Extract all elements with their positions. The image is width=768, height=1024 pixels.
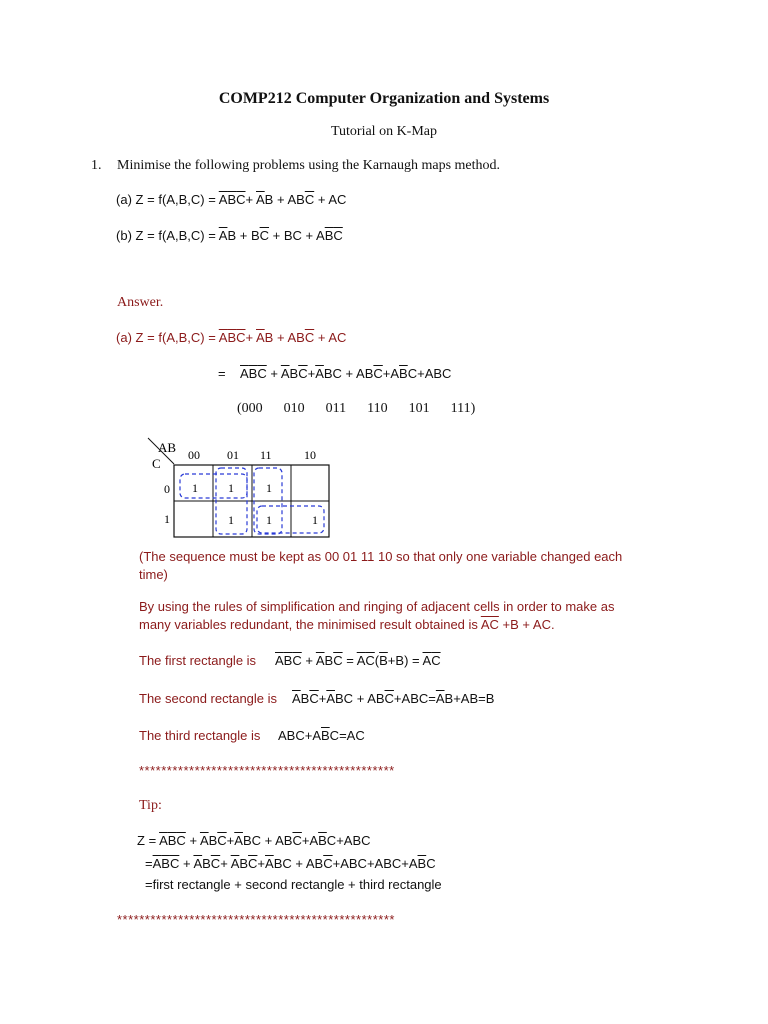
doc-title: COMP212 Computer Organization and Systems <box>218 90 550 107</box>
question-text: Minimise the following problems using the Karnaugh maps method. <box>117 158 501 173</box>
rect3-equation: $ABC+A\overline{B}C=AC$ <box>278 728 365 743</box>
rule-result: $\overline{A}\overline{C} +B$ + AC. <box>480 617 555 632</box>
separator-stars: ********************************************** <box>139 763 395 778</box>
kmap-cell: 1 <box>266 513 272 527</box>
sequence-note-line1: (The sequence must be kept as 00 01 11 10 so that only one variable changed each <box>139 549 623 564</box>
rule-line2 <box>139 617 555 632</box>
expansion-equals: = <box>218 366 226 381</box>
separator-stars: ************************************************** <box>117 912 395 927</box>
rule-line1: By using the rules of simplification and ringing of adjacent cells in order to make as <box>139 599 615 614</box>
tip-label: Tip: <box>139 798 162 813</box>
tip-equation-2: $=\overline{A}\overline{B}\overline{C} + \overline{A}B\overline{C}+ \overline{A}B\overline{C}+\overline{A}BC + AB\overline{C}+ABC+ABC+A\overline{B}C$ <box>145 856 436 871</box>
tip-equation-3: =first rectangle + second rectangle + third rectangle <box>145 877 442 892</box>
minterm-list: (000 010 011 110 101 111) <box>237 401 476 416</box>
rect1-label: The first rectangle is <box>139 653 257 668</box>
kmap-cell: 1 <box>266 481 272 495</box>
rect3-label: The third rectangle is <box>139 728 261 743</box>
kmap-col-header: 10 <box>304 448 316 462</box>
answer-a-equation: (a) $Z = f(A,B,C) = \overline{A}\overline{B}\overline{C}+ \overline{A}B + AB\overline{C}$ + AC <box>116 330 347 345</box>
kmap-col-header: 01 <box>227 448 239 462</box>
answer-label: Answer. <box>117 295 164 310</box>
kmap-cell: 1 <box>228 513 234 527</box>
expansion-equation: $\overline{A}\overline{B}\overline{C} + \overline{A}B\overline{C}+\overline{A}BC + AB\overline{C}+A\overline{B}C+ABC$ <box>240 366 452 381</box>
rect2-equation: $\overline{A}B\overline{C}+\overline{A}BC + AB\overline{C}+ABC=\overline{A}B+AB=B$ <box>292 691 495 706</box>
kmap-col-header: 00 <box>188 448 200 462</box>
sequence-note-line2: time) <box>139 567 168 582</box>
kmap-corner-ab: AB <box>158 440 177 455</box>
kmap-cell: 1 <box>192 481 198 495</box>
karnaugh-map <box>140 436 350 546</box>
kmap-cell: 1 <box>228 481 234 495</box>
tip-equation-1: $Z = \overline{A}\overline{B}\overline{C} + \overline{A}B\overline{C}+\overline{A}BC + AB\overline{C}+A\overline{B}C+ABC$ <box>137 833 371 848</box>
rect2-label: The second rectangle is <box>139 691 278 706</box>
kmap-cell: 1 <box>312 513 318 527</box>
kmap-row-header: 1 <box>164 512 170 526</box>
question-number: 1. <box>91 158 102 173</box>
rule-line2-text: many variables redundant, the minimised result obtained is <box>139 617 478 632</box>
kmap-row-header: 0 <box>164 482 170 496</box>
rect1-equation: $\overline{A}\overline{B}\overline{C} + \overline{A}B\overline{C} = \overline{A}\overline{C}(\overline{B}+B) = \overline{A}\overline{C}$ <box>275 653 441 668</box>
question-a-equation: (a) $Z = f(A,B,C) = \overline{A}\overline{B}\overline{C}+ \overline{A}B + AB\overline{C}$ + AC <box>116 192 347 207</box>
kmap-corner-c: C <box>152 456 161 471</box>
doc-subtitle: Tutorial on K-Map <box>330 124 438 139</box>
kmap-col-header: 11 <box>260 448 272 462</box>
question-b-equation: (b) $Z = f(A,B,C) = \overline{A}B + B\overline{C}$ + BC + $A\overline{B}\overline{C}$ <box>116 228 343 243</box>
